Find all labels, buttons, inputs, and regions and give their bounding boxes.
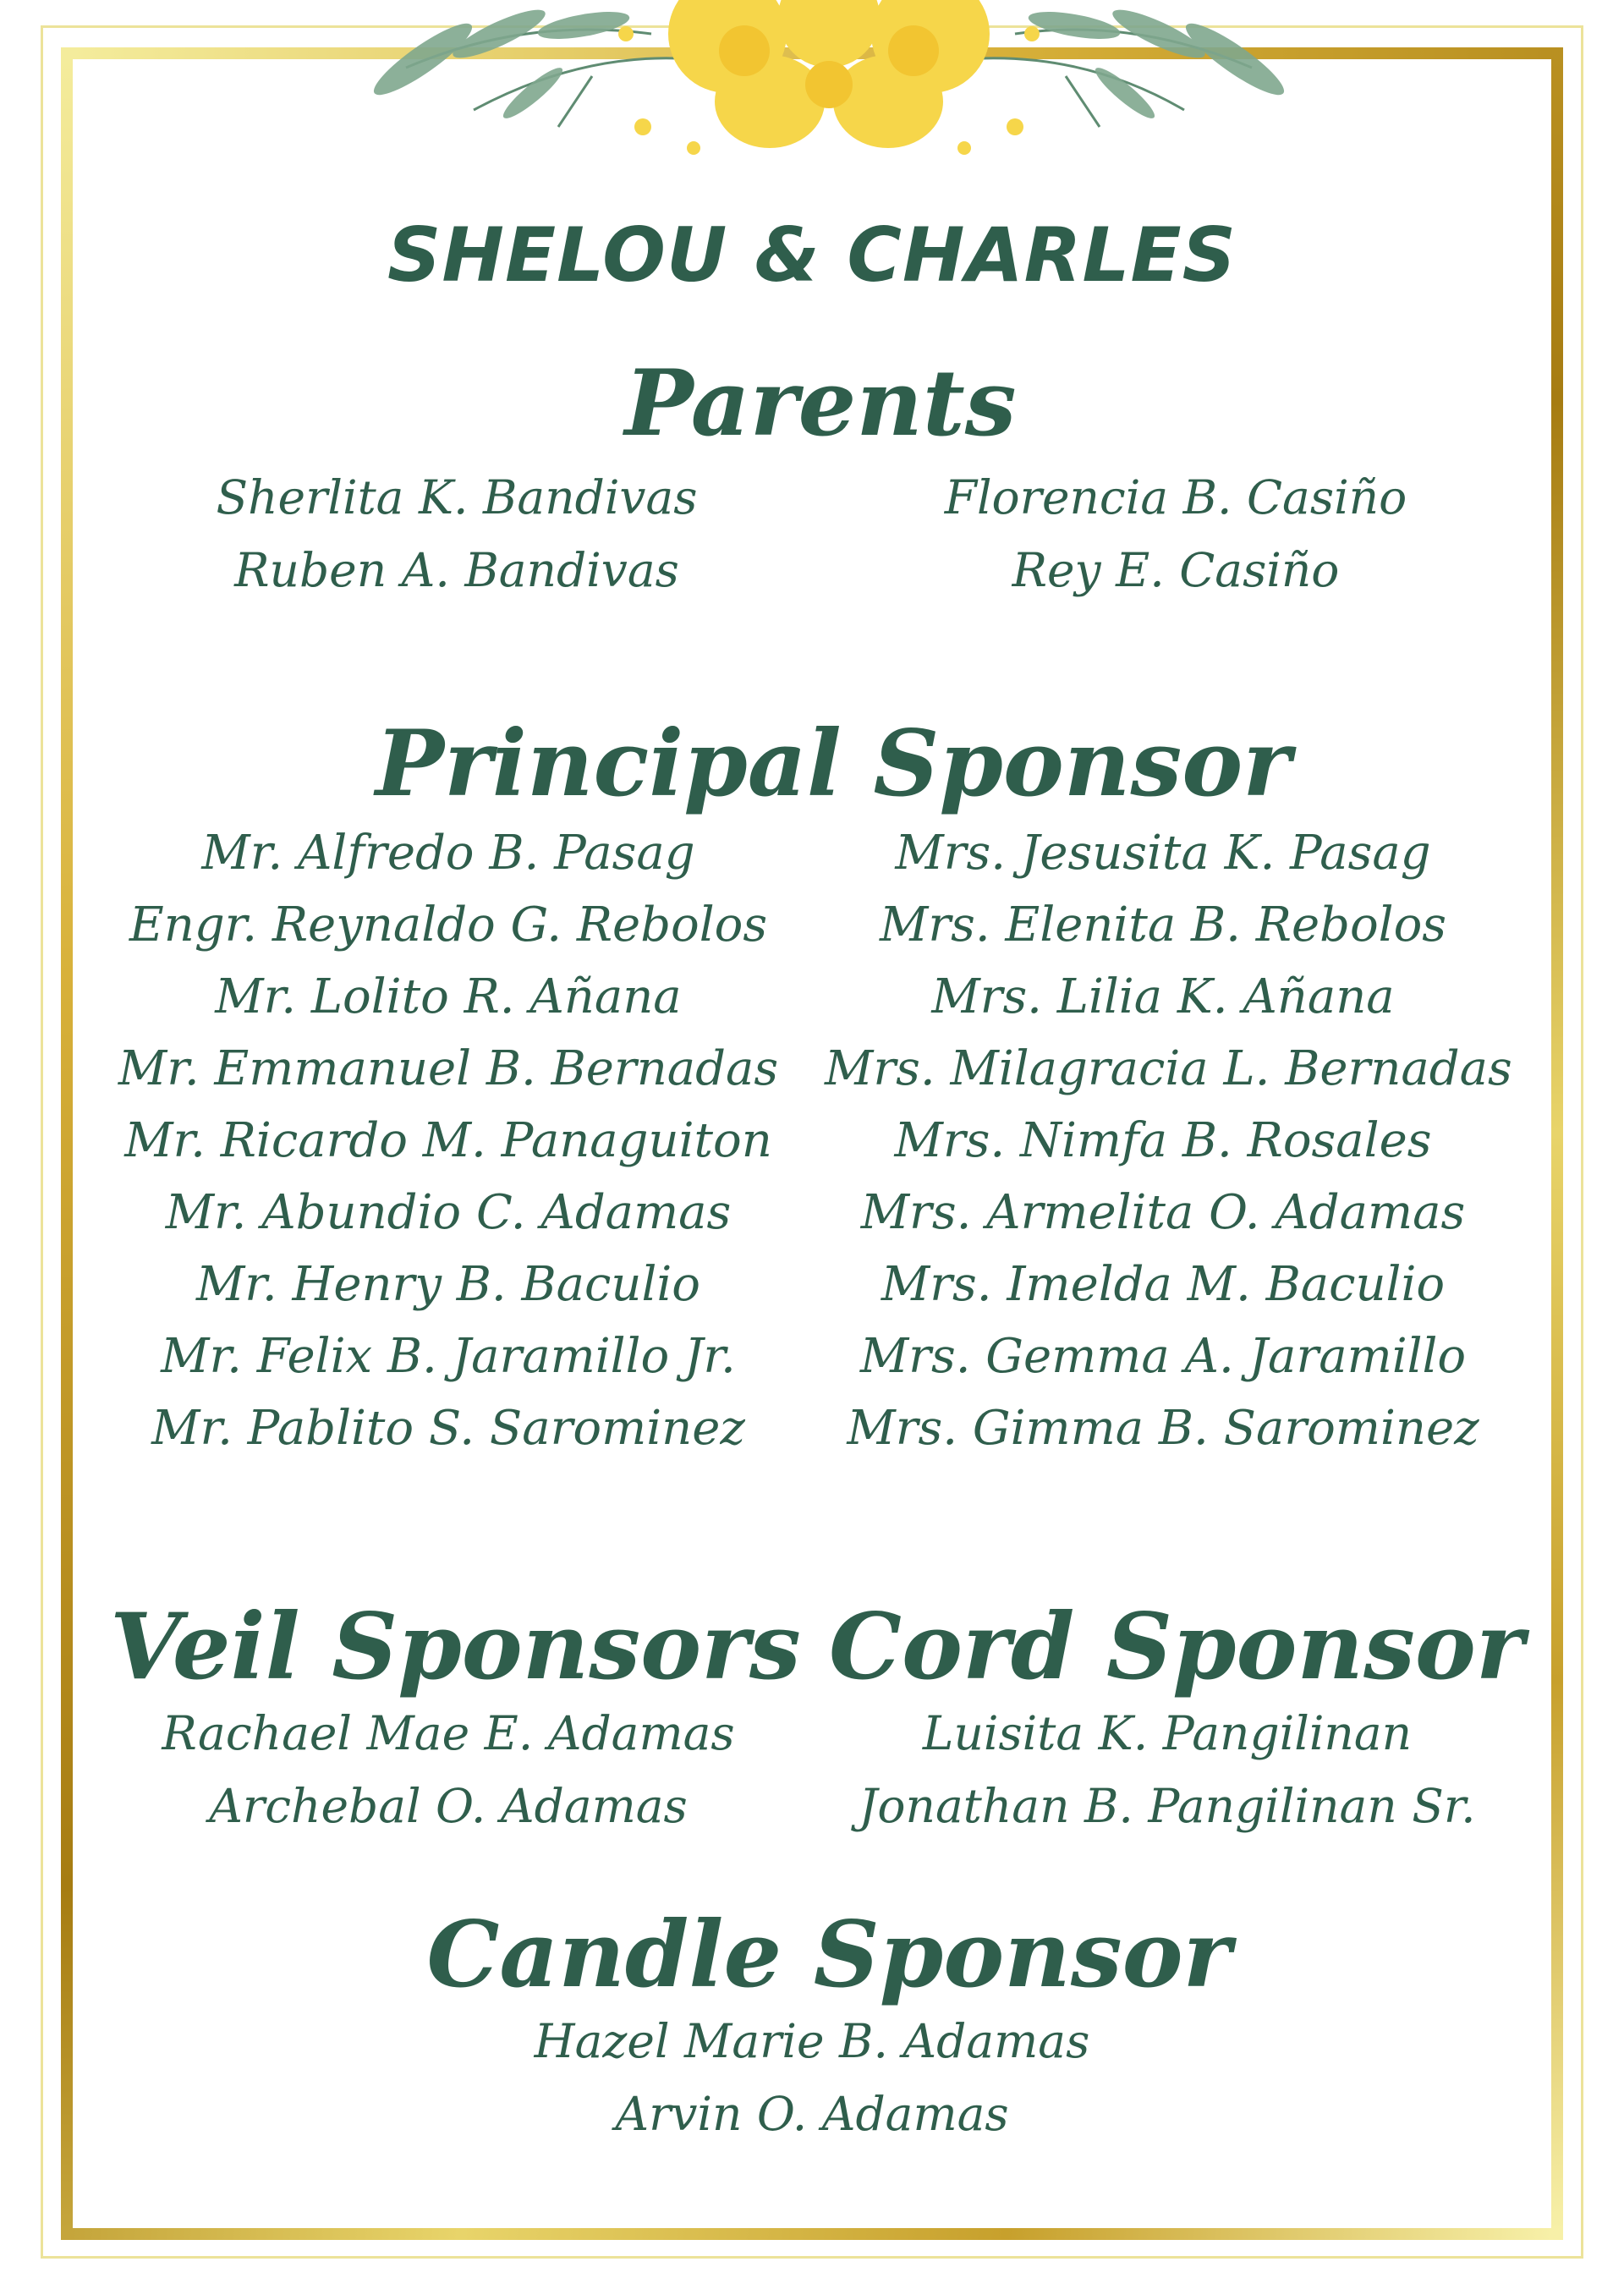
sponsor-name: Mrs. Lilia K. Añana	[931, 969, 1395, 1024]
sponsor-name: Mr. Alfredo B. Pasag	[201, 826, 695, 881]
sponsor-name: Mr. Pablito S. Sarominez	[151, 1401, 745, 1456]
parents-left-column	[118, 461, 795, 607]
sponsor-name: Mrs. Nimfa B. Rosales	[894, 1113, 1432, 1168]
sponsor-name: Mr. Henry B. Baculio	[195, 1257, 701, 1312]
principal-left-column	[110, 817, 787, 1464]
sponsor-name: Archebal O. Adamas	[209, 1779, 688, 1833]
sponsor-name: Mrs. Armelita O. Adamas	[860, 1185, 1466, 1240]
parents-heading: Parents	[624, 350, 1017, 457]
floral-decoration	[372, 0, 1286, 169]
parents-right-column	[837, 461, 1514, 607]
sponsor-name: Arvin O. Adamas	[615, 2087, 1009, 2141]
cord-column	[829, 1697, 1506, 1842]
principal-right-column	[825, 817, 1512, 1464]
sponsor-name: Mr. Abundio C. Adamas	[165, 1185, 732, 1240]
parent-name: Rey E. Casiño	[1012, 543, 1340, 597]
principal-sponsor-heading: Principal Sponsor	[375, 711, 1292, 817]
sponsor-name: Luisita K. Pangilinan	[922, 1706, 1413, 1760]
sponsor-name: Mr. Emmanuel B. Bernadas	[118, 1041, 779, 1096]
parent-name: Sherlita K. Bandivas	[216, 470, 698, 524]
sponsor-name: Mrs. Gemma A. Jaramillo	[859, 1329, 1467, 1384]
couple-title: SHELOU & CHARLES	[387, 211, 1237, 299]
sponsor-name: Engr. Reynaldo G. Rebolos	[129, 897, 768, 952]
sponsor-name: Mrs. Elenita B. Rebolos	[879, 897, 1447, 952]
sponsor-name: Mr. Felix B. Jaramillo Jr.	[161, 1329, 736, 1384]
candle-column	[474, 2005, 1150, 2150]
sponsor-name: Jonathan B. Pangilinan Sr.	[859, 1779, 1476, 1833]
veil-column	[110, 1697, 787, 1842]
sponsor-name: Mr. Lolito R. Añana	[215, 969, 682, 1024]
sponsor-name: Mrs. Gimma B. Sarominez	[847, 1401, 1479, 1456]
sponsor-name: Mrs. Imelda M. Baculio	[881, 1257, 1446, 1312]
sponsor-name: Hazel Marie B. Adamas	[534, 2014, 1090, 2068]
veil-sponsors-heading: Veil Sponsors	[110, 1594, 801, 1700]
candle-sponsor-heading: Candle Sponsor	[426, 1902, 1232, 2008]
parent-name: Florencia B. Casiño	[944, 470, 1407, 524]
parent-name: Ruben A. Bandivas	[234, 543, 679, 597]
sponsor-name: Mrs. Milagracia L. Bernadas	[825, 1041, 1512, 1096]
cord-sponsor-heading: Cord Sponsor	[829, 1594, 1524, 1700]
sponsor-name: Mr. Ricardo M. Panaguiton	[124, 1113, 772, 1168]
sponsor-name: Mrs. Jesusita K. Pasag	[895, 826, 1431, 881]
sponsor-name: Rachael Mae E. Adamas	[162, 1706, 735, 1760]
